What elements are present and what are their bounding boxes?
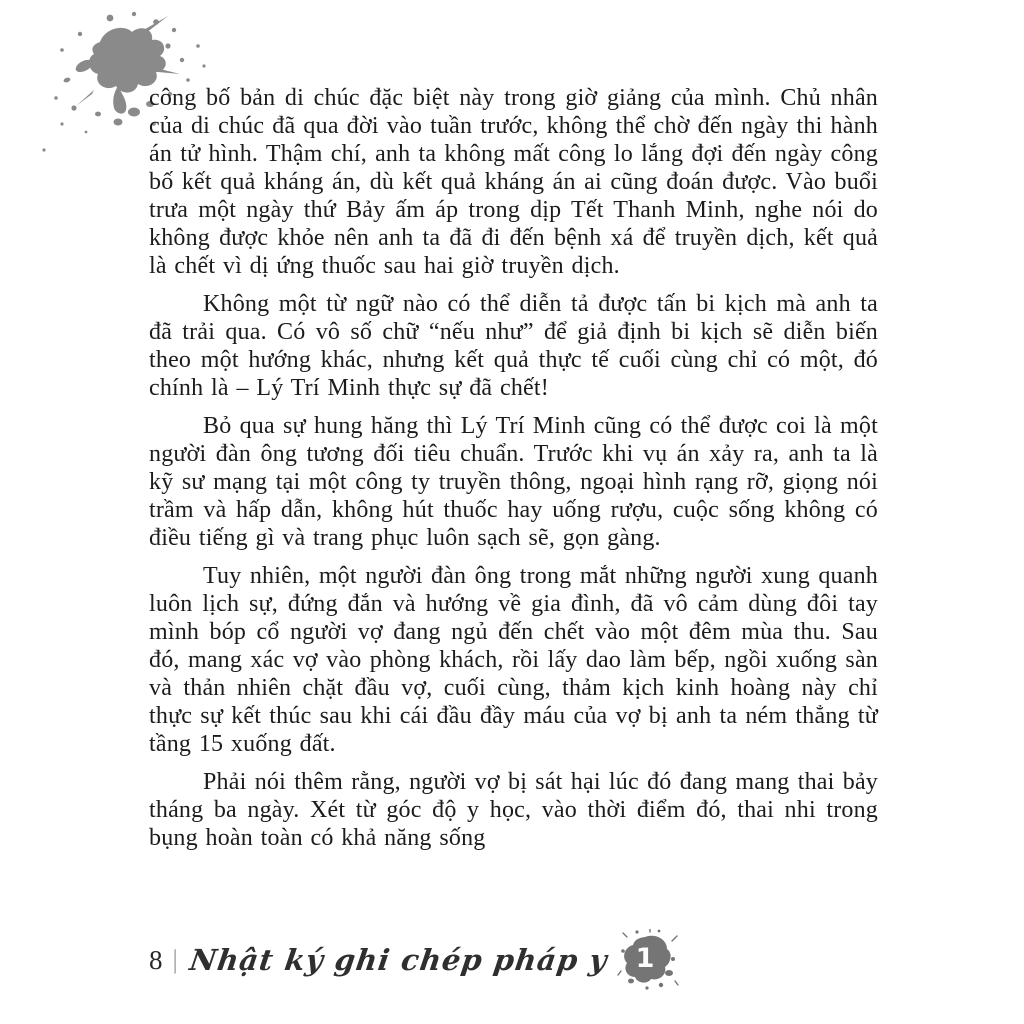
paragraph: Bỏ qua sự hung hăng thì Lý Trí Minh cũng có thể được coi là một người đàn ông tương đối tiêu chuẩn. Trước khi vụ án xảy ra, anh ta là kỹ sư mạng tại một công ty truyền thông, ngoại hình rạng rỡ, giọng nói trầm và hấp dẫn, không hút thuốc hay uống rượu, cuộc sống không có điều tiếng gì và trang phục luôn sạch sẽ, gọn gàng. — [149, 413, 878, 551]
paragraph: công bố bản di chúc đặc biệt này trong giờ giảng của mình. Chủ nhân của di chúc đã qua đời vào tuần trước, không thể chờ đến ngày thi hành án tử hình. Thậm chí, anh ta không mất công lo lắng đợi đến ngày công bố kết quả kháng án, dù kết quả kháng án ai cũng đoán được. Vào buổi trưa một ngày thứ Bảy ấm áp trong dịp Tết Thanh Minh, nghe nói do không được khỏe nên anh ta đã đi đến bệnh xá để truyền dịch, kết quả là chết vì dị ứng thuốc sau hai giờ truyền dịch. — [149, 85, 878, 279]
paragraph: Tuy nhiên, một người đàn ông trong mắt những người xung quanh luôn lịch sự, đứng đắn và hướng về gia đình, đã vô cảm dùng đôi tay mình bóp cổ người vợ đang ngủ đến chết vào một đêm mùa thu. Sau đó, mang xác vợ vào phòng khách, rồi lấy dao làm bếp, ngồi xuống sàn và thản nhiên chặt đầu vợ, cuối cùng, thảm kịch kinh hoàng này chỉ thực sự kết thúc sau khi cái đầu đầy máu của vợ bị anh ta ném thẳng từ tầng 15 xuống đất. — [149, 563, 878, 757]
book-title: Nhật ký ghi chép pháp y — [187, 943, 610, 977]
paragraph: Không một từ ngữ nào có thể diễn tả được tấn bi kịch mà anh ta đã trải qua. Có vô số chữ “nếu như” để giả định bi kịch sẽ diễn biến theo một hướng khác, nhưng kết quả thực tế cuối cùng chỉ có một, đó chính là – Lý Trí Minh thực sự đã chết! — [149, 291, 878, 401]
body-text — [149, 84, 878, 862]
footer-separator: | — [172, 945, 178, 974]
page-number: 8 — [149, 944, 163, 975]
volume-number: 1 — [635, 942, 655, 974]
page-footer — [149, 928, 679, 992]
paragraph: Phải nói thêm rằng, người vợ bị sát hại lúc đó đang mang thai bảy tháng ba ngày. Xét từ góc độ y học, vào thời điểm đó, thai nhi trong bụng hoàn toàn có khả năng sống — [149, 769, 878, 851]
volume-badge — [617, 929, 679, 991]
